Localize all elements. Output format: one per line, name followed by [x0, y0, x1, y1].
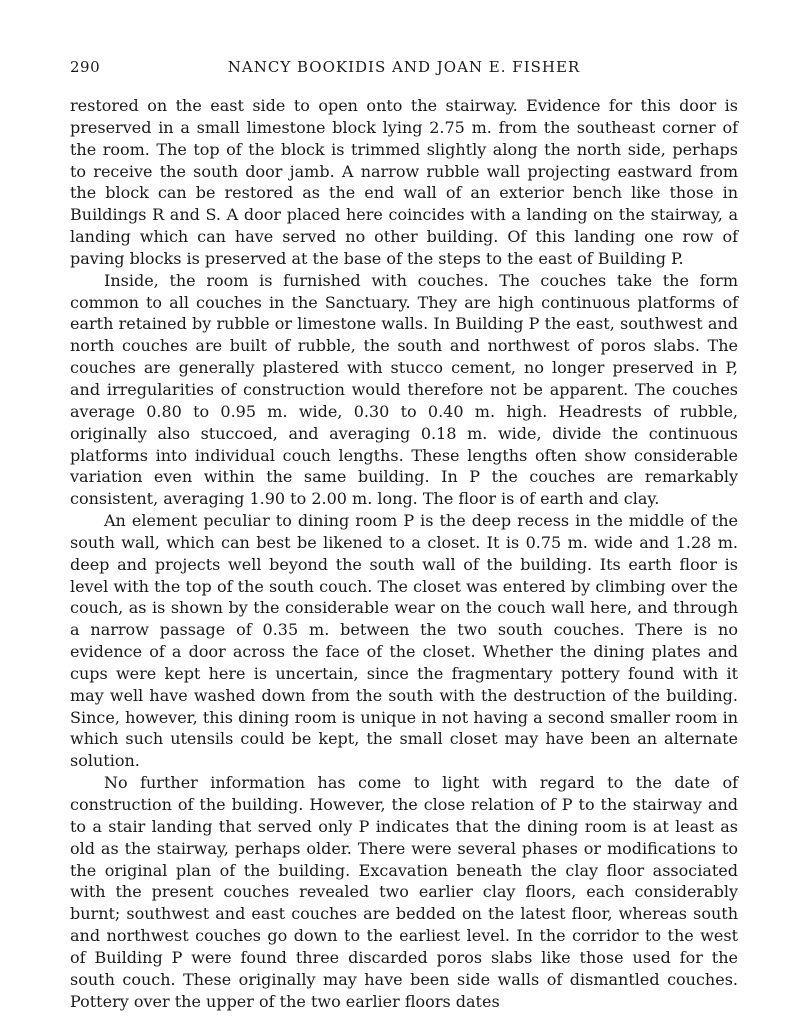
paragraph-continued: restored on the east side to open onto the stairway. Evidence for this door is preserved in a small limestone block lying 2.75 m. from the southeast corner of the room. The top of the block is trimmed slightly along the north side, perhaps to receive the south door jamb. A narrow rubble wall projecting eastward from the block can be restored as the end wall of an exterior bench like those in Buildings R and S. A door placed here coincides with a landing on the stairway, a landing which can have served no other building. Of this landing one row of paving blocks is preserved at the base of the steps to the east of Building P. [70, 96, 738, 268]
page-number: 290 [70, 58, 101, 76]
paragraph-closet: An element peculiar to dining room P is the deep recess in the middle of the south wall, which can best be likened to a closet. It is 0.75 m. wide and 1.28 m. deep and projects well beyond the south wall of the building. Its earth floor is level with the top of the south couch. The closet was entered by climbing over the couch, as is shown by the considerable wear on the couch wall here, and through a narrow passage of 0.35 m. between the two south couches. There is no evidence of a door across the face of the closet. Whether the dining plates and cups were kept here is uncertain, since the fragmentary pottery found with it may well have washed down from the south with the destruction of the building. Since, however, this dining room is unique in not having a second smaller room in which such utensils could be kept, the small closet may have been an alternate solution. [70, 511, 738, 771]
body-text [70, 95, 738, 1012]
page [70, 58, 738, 1012]
paragraph-date-of-construction: No further information has come to light with regard to the date of construction of the building. However, the close relation of P to the stairway and to a stair landing that served only P indicates that the dining room is at least as old as the stairway, perhaps older. There were several phases or modifications to the original plan of the building. Excavation beneath the clay floor associated with the present couches revealed two earlier clay floors, each considerably burnt; southwest and east couches are bedded on the latest floor, whereas south and northwest couches go down to the earliest level. In the corridor to the west of Building P were found three discarded poros slabs like those used for the south couch. These originally may have been side walls of dismantled couches. Pottery over the upper of the two earlier floors dates [70, 773, 738, 1011]
page-header [70, 58, 738, 86]
paragraph-couches: Inside, the room is furnished with couches. The couches take the form common to all couches in the Sanctuary. They are high continuous platforms of earth retained by rubble or limestone walls. In Building P the east, southwest and north couches are built of rubble, the south and northwest of poros slabs. The couches are generally plastered with stucco cement, no longer preserved in P, and irregularities of construction would therefore not be apparent. The couches average 0.80 to 0.95 m. wide, 0.30 to 0.40 m. high. Headrests of rubble, originally also stuccoed, and averaging 0.18 m. wide, divide the continuous platforms into individual couch lengths. These lengths often show considerable variation even within the same building. In P the couches are remarkably consistent, averaging 1.90 to 2.00 m. long. The floor is of earth and clay. [70, 270, 738, 509]
running-head: NANCY BOOKIDIS AND JOAN E. FISHER [227, 58, 581, 76]
